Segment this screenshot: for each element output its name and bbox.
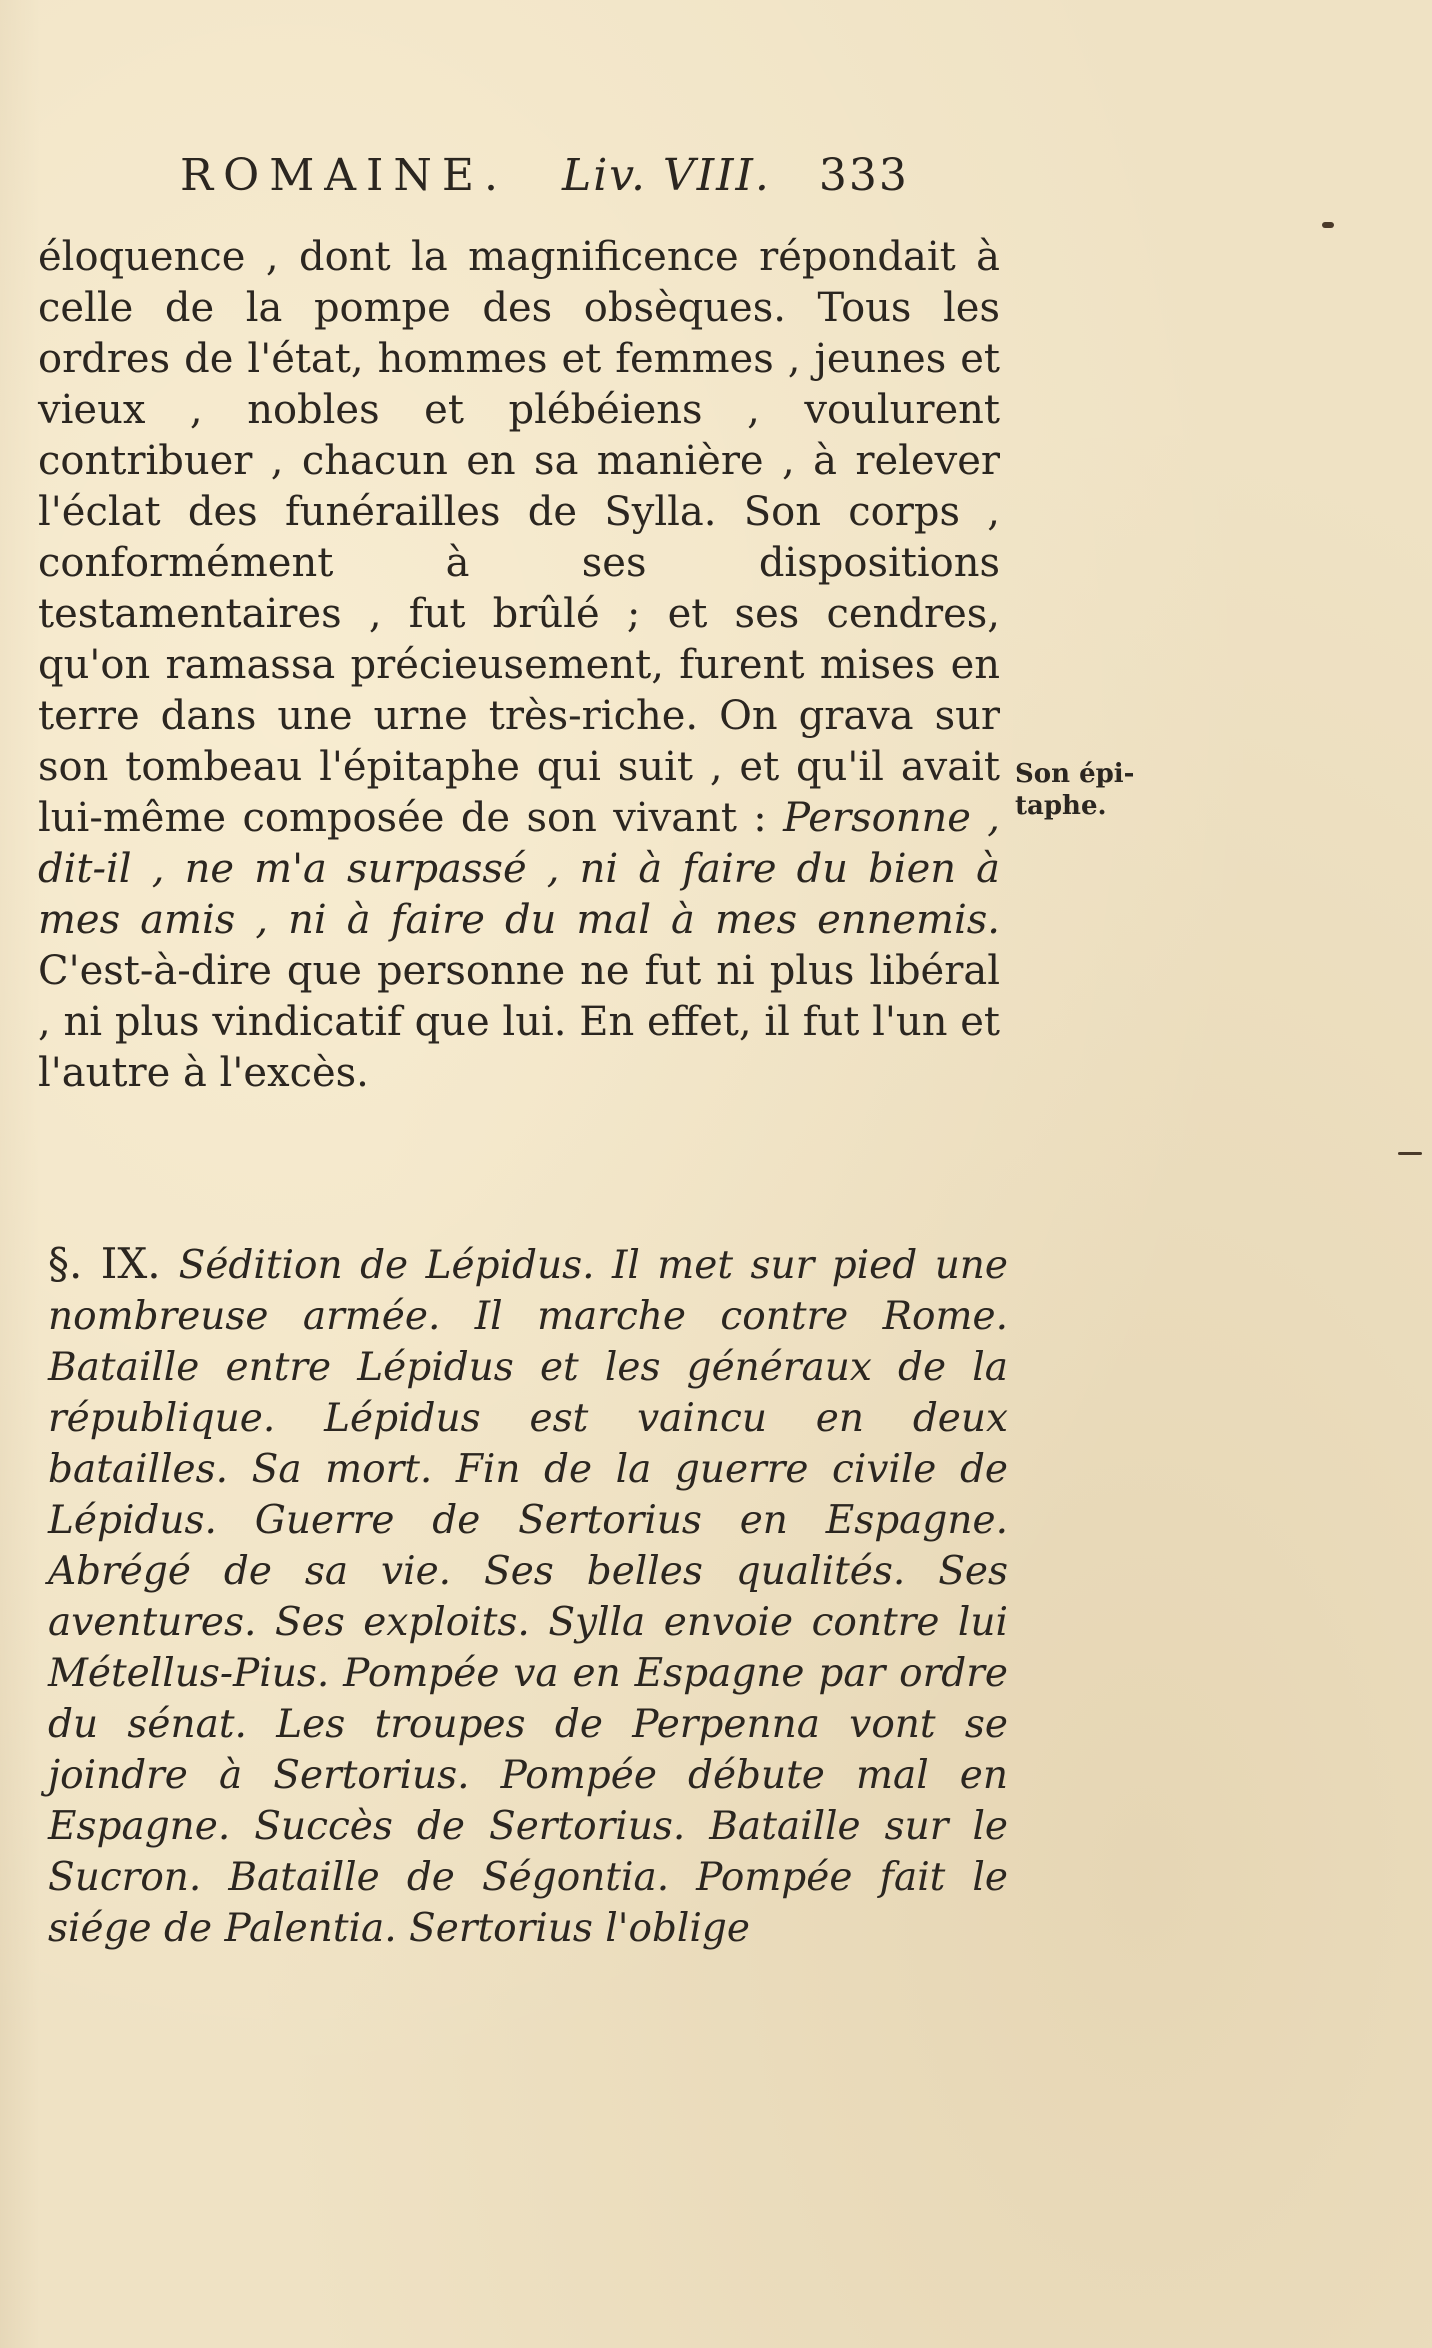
section-heading bbox=[48, 1238, 1008, 1954]
header-book: Liv. VIII. bbox=[562, 150, 771, 201]
text-part-1: éloquence , dont la magnificence répondait à celle de la pompe des obsèques. Tous les ordres de l'état, hommes et femmes , jeunes et vieux , nobles et plébéiens , voulurent contribuer , chacun en sa manière , à relever l'éclat des funérailles de Sylla. Son corps , conformément à ses dispositions testamentaires , fut brûlé ; et ses cendres, qu'on ramassa précieusement, furent mises en terre dans une urne très-riche. On grava sur son tombeau l'épitaphe qui suit , et qu'il avait lui-même composée de son vivant : bbox=[38, 234, 1000, 841]
ink-mark bbox=[1398, 1152, 1422, 1155]
text-part-2: C'est-à-dire que personne ne fut ni plus libéral , ni plus vindicatif que lui. En effet, il fut l'un et l'autre à l'excès. bbox=[38, 948, 1000, 1096]
page-number: 333 bbox=[818, 150, 909, 201]
epitaph-quote: Personne , dit-il , ne m'a surpassé , ni à faire du bien à mes amis , ni à faire du mal à mes ennemis. bbox=[38, 795, 1000, 943]
header-title: ROMAINE. bbox=[180, 150, 509, 201]
main-text bbox=[38, 232, 1000, 1099]
running-header bbox=[180, 150, 1000, 201]
section-summary: Sédition de Lépidus. Il met sur pied une nombreuse armée. Il marche contre Rome. Bataille entre Lépidus et les généraux de la république. Lépidus est vaincu en deux batailles. Sa mort. Fin de la guerre civile de Lépidus. Guerre de Sertorius en Espagne. Abrégé de sa vie. Ses belles qualités. Ses aventures. Ses exploits. Sylla envoie contre lui Métellus-Pius. Pompée va en Espagne par ordre du sénat. Les troupes de Perpenna vont se joindre à Sertorius. Pompée débute mal en Espagne. Succès de Sertorius. Bataille sur le Sucron. Bataille de Ségontia. Pompée fait le siége de Palentia. Sertorius l'oblige bbox=[48, 1243, 1009, 1951]
marginal-note: Son épi- taphe. bbox=[1015, 759, 1135, 821]
paragraph bbox=[38, 232, 1000, 1099]
ink-mark bbox=[1322, 222, 1334, 228]
section-number: §. IX. bbox=[48, 1239, 161, 1288]
